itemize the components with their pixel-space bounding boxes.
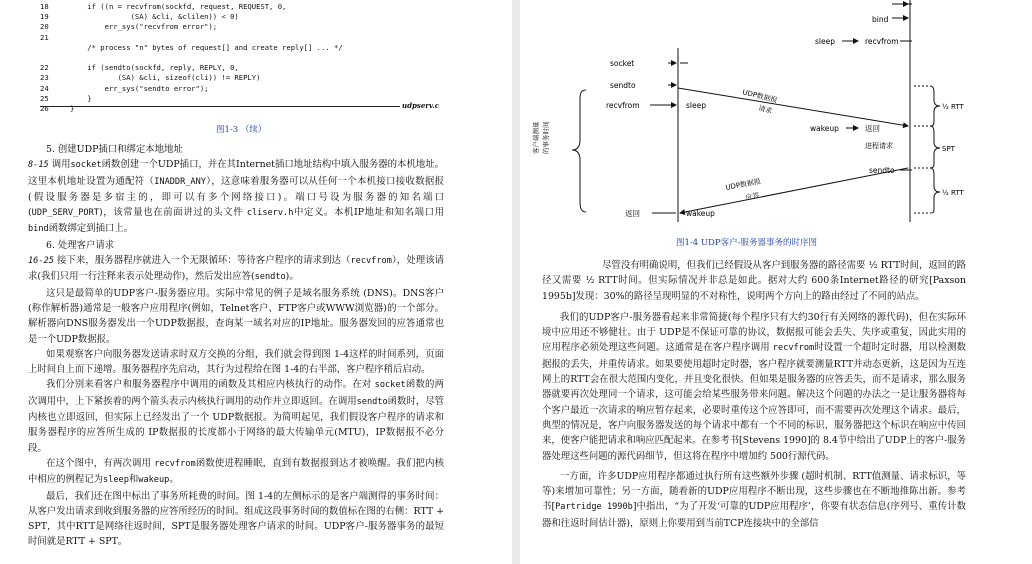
- left-body-text: [28, 142, 444, 550]
- request-label-2: 请求: [757, 104, 774, 116]
- code-end-rule: [40, 106, 400, 107]
- request-label-1: UDP数据报: [741, 88, 779, 105]
- code-line: 22 if (sendto(sockfd, reply, REPLY, 0,: [40, 63, 239, 73]
- right-body-text: [542, 258, 966, 531]
- section-heading: 6. 处理客户请求: [46, 239, 115, 251]
- server-sendto-label: sendto: [869, 166, 895, 175]
- paragraph: 尽管没有明确说明，但我们已经假设从客户到服务器的路径需要 ½ RTT时间，返回的路径又需要 ½ RTT时间。但实际情况并非总是如此。据对大约 600条Internet路径的研究[Paxson 1995b]发现：30%的路径呈现明显的不对称性，说明两个方向上的路由经过了不同的站点。: [542, 260, 966, 302]
- paragraph: 在这个图中，有两次调用 recvfrom函数使进程睡眠，直到有数据报到达才被唤醒。我们把内核中相应的例程记为sleep和wakeup。: [28, 457, 444, 486]
- client-recvfrom-label: recvfrom: [606, 101, 640, 110]
- spt-label: SPT: [942, 145, 955, 153]
- paragraph: 最后，我们还在图中标出了事务所耗费的时间。图 1-4的左侧标示的是客户端测得的事务时间：从客户发出请求到收到服务器的应答所经历的时间。组成这段事务时间的数值标在图的右侧：RTT + SPT，其中RTT是网络往返时间，SPT是服务器处理客户请求的时间。UDP客户-服务器事务的最短时间就是RTT + SPT。: [28, 490, 444, 548]
- reply-label-2: 应答: [744, 191, 761, 202]
- source-file-tag: udpserv.c: [402, 101, 440, 110]
- figure-caption: 图1-4 UDP客户-服务器事务的时序图: [676, 238, 817, 248]
- half-rtt-label: ½ RTT: [942, 103, 964, 111]
- paragraph: 我们的UDP客户-服务器看起来非常简捷(每个程序只有大约30行有关网络的源代码)，但在实际环境中应用还不够健壮。由于 UDP是不保证可靠的协议，数据报可能会丢失、失序或重复，因此实用的应用程序必须处理这些问题。这通常是在客户程序调用 recvfrom时设置一个超时定时器，用以检测数据报的丢失，并重传请求。如果要使用超时定时器，客户程序就要测量RTT并动态更新，这是因为互连网上的RTT会在很大范围内变化，并且变化很快。但如果是服务器的应答丢失，而不是请求，那么服务器就要再次处理同一个请求，这可能会给某些服务带来问题。解决这个问题的办法之一是让服务器将每个客户最近一次请求的响应暂存起来，必要时重传这个应答即可，而不需要再次处理这个请求。最后，典型的情况是，客户向服务器发送的每个请求中都有一个不同的标识，服务器把这个标识在响应中传回来，使客户能把请求和响应匹配起来。在参考书[Stevens 1990]的 8.4节中给出了UDP上的客户-服务器处理这些问题的源代码细节，但这将在程序中增加约 500行源代码。: [542, 311, 966, 462]
- client-wakeup-label: wakeup: [686, 209, 715, 218]
- page-gutter: [512, 0, 520, 564]
- reply-arrow: [680, 168, 908, 213]
- request-arrow: [678, 88, 908, 126]
- client-side-label-1: 客户端测量: [532, 121, 540, 154]
- client-sleep-label: sleep: [686, 101, 706, 110]
- paragraph: 一方面，许多UDP应用程序都通过执行所有这些额外步骤 (超时机制、RTT值测量、请求标识，等等)来增加可靠性；另一方面，随着新的UDP应用程序不断出现，这些步骤也在不断地推陈出新。参考书[Partridge 1990b]中指出，“为了开发‘可靠的UDP应用程序’，你要有状态信息(序列号、重传计数器和往返时间估计器)，原则上你要用到当前TCP连接块中的全部信: [542, 470, 967, 529]
- code-line: 18 if ((n = recvfrom(sockfd, request, REQUEST, 0,: [40, 2, 287, 11]
- code-line: [40, 53, 400, 63]
- paragraph: 16-25 接下来，服务器程序就进入一个无限循环：等待客户程序的请求到达（recvfrom），处理该请求(我们只用一行注释来表示处理动作)，然后发出应答(sendto)。: [28, 255, 445, 283]
- server-recvfrom-label: recvfrom: [865, 37, 899, 46]
- figure-caption: 图1-3 （续）: [216, 125, 267, 135]
- server-sleep-label: sleep: [815, 37, 835, 46]
- process-request-label: 进程请求: [865, 142, 893, 150]
- code-listing: [40, 2, 400, 114]
- paragraph: 如果观察客户向服务器发送请求时双方交换的分组，我们就会得到图 1-4这样的时间系列，页面上时间自上而下递增。服务器程序先启动，其行为过程给在图 1-4的右半部，客户程序稍后启动。: [28, 348, 444, 376]
- code-line: 21: [40, 32, 49, 42]
- code-line: /* process "n" bytes of request[] and create reply[] ... */: [70, 42, 343, 52]
- paragraph: 8-15 调用socket函数创建一个UDP插口，并在其Internet插口地址结构中填入服务器的本机地址。这里本机地址设置为通配符（INADDR_ANY），这意味着服务器可以从任何一个本机接口接收数据报(假设服务器是多宿主的，即可以有多个网络接口)。端口号设为服务器的知名端口(UDP_SERV_PORT)，该常量也在前面讲过的头文件 cliserv.h中定义。本机IP地址和知名端口用bind函数绑定到插口上。: [28, 159, 445, 235]
- server-bind-label: bind: [872, 15, 889, 24]
- server-return-label: 返回: [865, 124, 880, 133]
- client-sendto-label: sendto: [610, 81, 636, 90]
- section-heading: 5. 创建UDP插口和绑定本地地址: [46, 144, 183, 155]
- code-line: 26 }: [40, 103, 75, 113]
- reply-label-1: UDP数据报: [724, 177, 762, 192]
- paragraph: 这只是最简单的UDP客户-服务器应用。实际中常见的例子是域名服务系统 (DNS)。DNS客户(称作解析器)通常是一般客户应用程序(例如，Telnet客户、FTP客户或WWW浏览器)的一个部分。解析器向DNS服务器发出一个UDP数据报，查询某一域名对应的IP地址。服务器发回的应答通常也是一个UDP数据报。: [28, 287, 444, 345]
- paragraph: 我们分别来看客户和服务器程序中调用的函数及其相应内核执行的动作。在对 socket函数的两次调用中，上下紧挨着的两个箭头表示内核执行调用的动作并立即返回。在调用sendto函数时，尽管内核也立即返回，但实际上已经发出了一个 UDP数据报。为简明起见，我们假设客户程序的请求和服务器程序的应答所生成的 IP数据报的长度都小于网络的最大传输单元(MTU)，IP数据报不必分段。: [28, 379, 444, 454]
- client-return-label: 返回: [625, 209, 640, 218]
- code-line: 24 err_sys("sendto error");: [40, 83, 209, 93]
- code-line: 19 (SA) &cli, &clilen)) < 0): [40, 12, 239, 22]
- right-page: [520, 0, 1032, 564]
- timeline-diagram: [520, 0, 1032, 232]
- code-line: 20 err_sys("recvfrom error");: [40, 22, 218, 32]
- client-side-label-2: 的事务时间: [542, 121, 550, 154]
- half-rtt-label: ½ RTT: [942, 189, 964, 197]
- code-line: 25 }: [40, 93, 92, 103]
- server-wakeup-label: wakeup: [810, 124, 839, 133]
- client-brace: [572, 90, 586, 212]
- client-socket-label: socket: [610, 59, 635, 68]
- left-page: [0, 0, 512, 564]
- code-line: 23 (SA) &cli, sizeof(cli)) != REPLY): [40, 73, 261, 83]
